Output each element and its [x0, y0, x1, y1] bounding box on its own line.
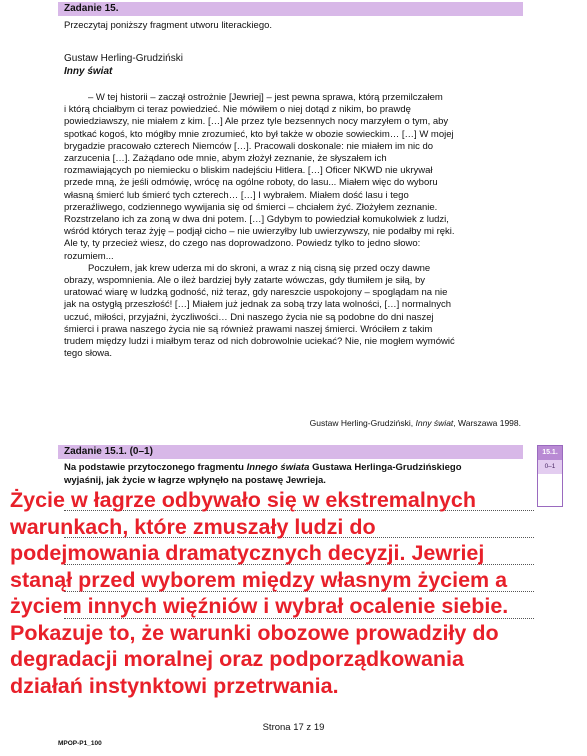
passage-paragraph-2: Poczułem, jak krew uderza mi do skroni, a wraz z nią cisną się przed oczy dawne obrazy, wspomnienia. Ale o ileż bardziej były zatarte wówczas, gdy tłumiłem je siłą, by uratować wiarę w ludzką godność, niż teraz, gdy nareszcie uspokojony – spoglądam na nie jak na ostygłą przeszłość! […] Miałem już jednak za sobą trzy lata wolności, […] normalnych uczuć, miłości, przyjaźni, życzliwości… Dni naszego życia nie są podobne do dni naszej śmierci i prawa naszego życia nie są również prawami naszej śmierci. Wróciłem z takim trudem między ludzi i miałbym teraz od nich dobrowolnie uciekać? Nie, nie mogłem wymówić tego słowa. — [64, 262, 455, 360]
answer-line-text: Życie w łagrze odbywało się w ekstremalnych — [10, 488, 477, 512]
document-code: MPOP-P1_100 — [58, 740, 102, 747]
answer-line-text: degradacji moralnej oraz podporządkowania — [10, 647, 464, 671]
source-citation: Gustaw Herling-Grudziński, Inny świat, Warszawa 1998. — [309, 418, 521, 428]
answer-line-text: stanął przed wyborem między własnym życiem a — [10, 567, 508, 592]
answer-line-text: Pokazuje to, że warunki obozowe prowadziły do — [10, 620, 499, 645]
handwritten-answer[interactable] — [10, 487, 585, 699]
work-title: Inny świat — [64, 66, 113, 77]
score-label: 15.1. — [538, 446, 562, 460]
answer-line-text: warunkach, które zmuszały ludzi do — [10, 514, 376, 539]
task-header: Zadanie 15. — [58, 2, 523, 16]
answer-line-text: działań instynktowi przetrwania. — [10, 673, 339, 698]
answer-line-text: życiem innych więźniów i wybrał ocalenie siebie. — [10, 594, 509, 618]
subtask-header: Zadanie 15.1. (0–1) — [58, 445, 523, 459]
question-text: Na podstawie przytoczonego fragmentu Innego świata Gustawa Herlinga-Grudzińskiego wyjaśnij, jak życie w łagrze wpłynęło na postawę Jewrieja. — [64, 462, 462, 486]
instruction: Przeczytaj poniższy fragment utworu literackiego. — [64, 20, 273, 31]
author-name: Gustaw Herling-Grudziński — [64, 53, 183, 64]
score-points: 0–1 — [538, 460, 562, 474]
passage-paragraph-1: – W tej historii – zaczął ostrożnie [Jewriej] – jest pewna sprawa, którą przemilczałem i którą chciałbym ci teraz powiedzieć. Nie mówiłem o niej dotąd z nikim, bo prawdę powiedziawszy, nie miałem z kim. […] Ale przez tyle bezsennych nocy marzyłem o tym, aby spotkać kogoś, kto mógłby mnie zrozumieć, kto był także w obozie sowieckim… […] W mojej brygadzie pracowało czterech Niemców […]. Pracowali doskonale: nie miałem im nic do zarzucenia […]. Zażądano ode mnie, abym złożył zeznanie, że słyszałem ich rozmawiających po niemiecku o bliskim nadejściu Hitlera. […] Oficer NKWD nie ukrywał przede mną, że jeśli odmówię, wrócę na ogólne roboty, do lasu... Miałem więc do wyboru własną śmierć lub śmierć tych czterech… […] I wybrałem. Miałem dość lasu i tego przeraźliwego, codziennego wywijania się od śmierci – chciałem żyć. Złożyłem zeznanie. Rozstrzelano ich za zoną w dwa dni potem. […] Gdybym to powiedział komukolwiek z ludzi, wśród których teraz żyję – podjął cicho – nie uwierzyłby lub uwierzywszy, nie podałby mi ręki. Ale ty, ty przecież wiesz, do czego nas doprowadzono. Powiedz tylko to jedno słowo: rozumiem... — [64, 92, 455, 262]
page-number: Strona 17 z 19 — [262, 722, 325, 733]
literary-passage — [64, 92, 526, 360]
answer-line-text: podejmowania dramatycznych decyzji. Jewriej — [10, 541, 485, 565]
